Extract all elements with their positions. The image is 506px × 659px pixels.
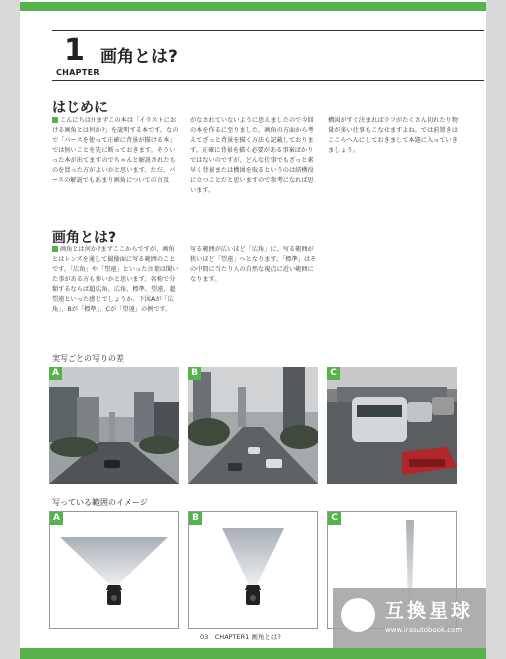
chapter-rule-bottom — [52, 80, 484, 81]
page-footer: 03 CHAPTER1 画角とは? — [200, 633, 281, 641]
photo-c-telephoto — [327, 367, 457, 484]
top-green-bar — [20, 2, 486, 11]
angle-column-2 — [190, 245, 318, 285]
panel-label-b: B — [189, 512, 202, 525]
bullet-square-icon — [52, 117, 58, 123]
section-heading-angle: 画角とは? — [52, 230, 117, 246]
watermark-text: 互換星球 — [385, 600, 474, 622]
standard-view-cone — [222, 528, 284, 585]
angle-column-1 — [52, 245, 180, 315]
intro-column-2 — [190, 116, 318, 196]
bottom-green-bar — [20, 648, 486, 659]
panel-label-a: A — [50, 512, 63, 525]
diagram-a-wide — [49, 511, 179, 629]
diagram-b-standard — [188, 511, 318, 629]
bullet-square-icon — [52, 246, 58, 252]
photo-a-wide — [49, 367, 179, 484]
wide-view-cone — [60, 537, 168, 585]
photo-b-standard — [188, 367, 318, 484]
diagrams-caption: 写っている範囲のイメージ — [52, 498, 148, 507]
panel-label-c: C — [328, 512, 341, 525]
panel-label-c: C — [327, 367, 340, 380]
angle-text-1: 画角とは何か?まずここからですが、画角とはレンズを通して撮像面に写る範囲のことです。「広角」や「望遠」といった言葉は聞いた事がある方も多いかと思います。名称で分類するならば超広角、広角、標準、望遠、超望遠といった感じでしょうか。下図Aが「広角」、Bが「標準」、Cが「望遠」の例です。 — [52, 246, 179, 313]
panel-label-a: A — [49, 367, 62, 380]
chapter-title: 画角とは? — [100, 47, 178, 67]
page — [20, 0, 486, 659]
intro-text-2: がなされていないように思えましたので今回の本を作るに至りました。画角の方面から考えてざっと背景を描く方法も記載しております。正確に背景を描く必要がある事案ばかりではないのですが、どんな仕事でもざっと素早く背景または構図を取るというのは結構役に立つことだと思いますので参考になれば思います。 — [190, 117, 314, 194]
intro-text-3: 構図がすぐ決まればラフがたくさん切れたり物量が多い仕事もこなせますよね。では前置きはここらへんにしておきまして本題に入っていきましょう。 — [328, 117, 458, 154]
watermark-logo-icon — [341, 598, 375, 632]
photos-caption: 実写ごとの写りの差 — [52, 354, 124, 363]
chapter-number: 1 — [64, 33, 85, 68]
chapter-rule-top — [52, 30, 484, 31]
intro-column-1 — [52, 116, 180, 186]
angle-text-2: 写る範囲が広いほど「広角」に、写る範囲が狭いほど「望遠」へとなります。「標準」はその中間に当たり人の自然な視点に近い範囲になります。 — [190, 246, 317, 283]
intro-text-1: こんにちは!!まずこの本は「イラストにおける画角とは何か?」を説明する本です。なので「パースを使って正確に背景が描ける本」では無いことを先に断っておきます。そういった本が出てますのでちゃんと解説されたものを買った方がよいかと思います。ただ、パースの解説でもあまり画角についての言及 — [52, 117, 179, 184]
section-heading-intro: はじめに — [52, 100, 108, 116]
watermark-url: www.irasutobook.com — [385, 626, 463, 634]
watermark — [333, 588, 486, 648]
chapter-label: CHAPTER — [56, 68, 100, 77]
panel-label-b: B — [188, 367, 201, 380]
intro-column-3 — [328, 116, 458, 156]
